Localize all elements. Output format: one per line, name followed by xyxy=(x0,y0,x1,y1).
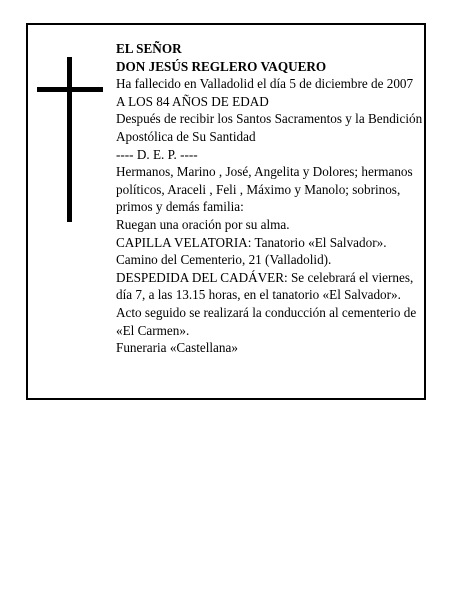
sacraments-statement: Después de recibir los Santos Sacramentos y la Bendición Apostólica de Su Santidad xyxy=(116,111,423,144)
funeral-home: Funeraria «Castellana» xyxy=(116,340,238,356)
farewell-info: DESPEDIDA DEL CADÁVER: Se celebrará el viernes, día 7, a las 13.15 horas, en el tanatorio «El Salvador». Acto seguido se realizará la conducción al cementerio de «El Carmen». xyxy=(116,269,417,338)
age-statement: A LOS 84 AÑOS DE EDAD xyxy=(116,93,269,109)
deceased-name: DON JESÚS REGLERO VAQUERO xyxy=(116,58,327,74)
rip-line: ---- D. E. P. ---- xyxy=(116,146,198,162)
notice-text xyxy=(116,40,428,357)
chapel-info: CAPILLA VELATORIA: Tanatorio «El Salvador». Camino del Cementerio, 21 (Valladolid). xyxy=(116,234,387,268)
cross-vertical-bar xyxy=(67,57,72,222)
obituary-notice xyxy=(26,23,426,400)
family-list: Hermanos, Marino , José, Angelita y Dolores; hermanos políticos, Araceli , Feli , Máximo y Manolo; sobrinos, primos y demás familia: xyxy=(116,164,413,215)
notice-title: EL SEÑOR xyxy=(116,41,182,56)
cross-horizontal-bar xyxy=(37,87,103,92)
prayer-request: Ruegan una oración por su alma. xyxy=(116,216,290,232)
death-statement: Ha fallecido en Valladolid el día 5 de diciembre de 2007 xyxy=(116,76,414,92)
